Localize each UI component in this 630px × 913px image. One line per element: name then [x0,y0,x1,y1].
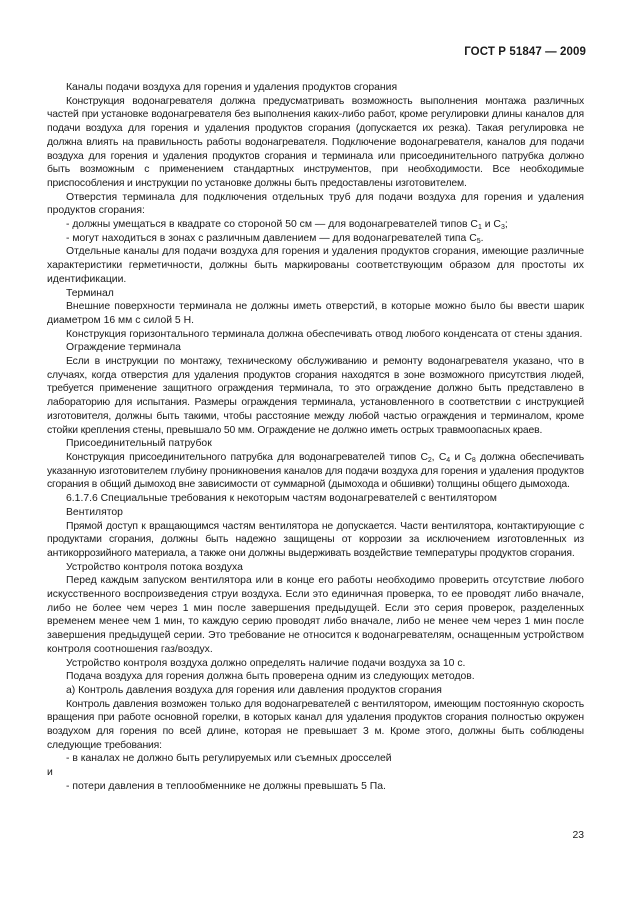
subscript: 1 [477,224,482,232]
conjunction-and: и [47,767,53,779]
subscript: 8 [471,456,476,464]
page-number: 23 [572,830,584,841]
paragraph-heading-terminal: Терминал [66,287,114,299]
paragraph-heading-connection-pipe: Присоединительный патрубок [66,438,212,450]
section-heading-6-1-7-6: 6.1.7.6 Специальные требования к некоторым частям водонагревателей с вентилятором [66,493,497,505]
paragraph-check-methods: Подача воздуха для горения должна быть проверена одним из следующих методов. [66,671,475,683]
list-item-text: . [480,232,484,244]
document-header: ГОСТ Р 51847 — 2009 [464,46,586,58]
paragraph-fan-access: Прямой доступ к вращающимся частям вентилятора не допускается. Части вентилятора, контактирующие с продуктами сгорания, должны быть надежно защищены от коррозии за исключением изготовленных из антикоррозийного материала, а также они должны выдерживать воздействие температуры продуктов сгорания. [47,520,584,559]
paragraph-connection-pipe [47,451,584,492]
list-item-text: - должны умещаться в квадрате со стороной 50 см — для водонагревателей типов С [66,219,478,231]
paragraph-text: должна обеспечивать указанную изготовителем глубину проникновения каналов для подачи воздуха для горения и удаления продуктов сгорания в общий дымоход вне зависимости от суммарной (дымохода и обшивки) толщины общего дымохода. [47,451,585,491]
list-item-square-50cm [47,218,584,232]
list-item-text: и С [481,219,501,231]
list-item-pressure-zones [47,232,584,246]
paragraph-heading-air-channels: Каналы подачи воздуха для горения и удаления продуктов сгорания [66,82,398,93]
paragraph-airflow-10s: Устройство контроля воздуха должно определять наличие подачи воздуха за 10 с. [66,657,466,669]
paragraph-terminal-openings: Отверстия терминала для подключения отдельных труб для подачи воздуха для горения и удаления продуктов сгорания: [47,191,584,217]
paragraph-heading-airflow-control: Устройство контроля потока воздуха [66,561,243,573]
subscript: 4 [446,456,450,464]
paragraph-horizontal-terminal: Конструкция горизонтального терминала должна обеспечивать отвод любого конденсата от стены здания. [66,328,583,340]
paragraph-construction: Конструкция водонагревателя должна предусматривать возможность выполнения монтажа различных частей при установке водонагревателя без выполнения каких-либо работ, кроме регулировки длины каналов для подачи воздуха для горения и удаления продуктов сгорания (допускается их резка). Такая регулировка не должна влиять на правильность работы водонагревателя. Подключение водонагревателя, каналов для подачи воздуха для горения и удаления продуктов сгорания и терминала или присоединительного патрубка должно быть возможным с применением стандартных инструментов, при необходимости. Все необходимые приспособления и инструкции по установке должны быть предоставлены изготовителем. [47,95,584,189]
subscript: 5 [476,237,481,245]
paragraph-text: и С [449,451,472,463]
paragraph-terminal-guard: Если в инструкции по монтажу, техническому обслуживанию и ремонту водонагревателя указано, что в случаях, когда отверстия для удаления продуктов сгорания находятся в зоне возможного присутствия людей, требуется применение защитного ограждения терминала, то это ограждение должно быть представлено в лабораторию для испытания. Размеры ограждения терминала, установленного в соответствии с инструкцией изготовителя, должны быть такими, чтобы расстояние между любой частью ограждения и терминалом, кроме стойки крепления стены, превышало 50 мм. Ограждение не должно иметь острых травмоопасных краев. [47,356,584,436]
document-body [47,81,584,794]
paragraph-airflow-check: Перед каждым запуском вентилятора или в конце его работы необходимо проверить отсутствие любого искусственного воспроизведения струи воздуха. Если это единичная проверка, то ее проводят либо вначале, либо не более чем через 1 мин после завершения предыдущей. Если это серия проверок, разделенных временем менее чем 1 мин, то каждую серию проводят либо вначале, либо не менее чем через 1 мин после завершения предыдущей серии. Это требование не относится к водонагревателям, оснащенным устройством контроля соотношения газ/воздух. [47,575,584,655]
subscript: 2 [427,456,432,464]
paragraph-terminal-surfaces: Внешние поверхности терминала не должны иметь отверстий, в которые можно было бы ввести шарик диаметром 16 мм с силой 5 Н. [47,301,584,326]
subscript: 3 [500,224,505,232]
paragraph-separate-channels: Отдельные каналы для подачи воздуха для горения и удаления продуктов сгорания, имеющие различные характеристики герметичности, должны быть маркированы соответствующим образом для простоты их идентификации. [47,246,584,285]
list-item-pressure-loss: - потери давления в теплообменнике не должны превышать 5 Па. [66,780,386,792]
list-item-no-chokes: - в каналах не должно быть регулируемых или съемных дросселей [66,753,392,765]
paragraph-method-a: а) Контроль давления воздуха для горения или давления продуктов сгорания [66,684,442,696]
list-item-text: ; [504,219,508,231]
paragraph-heading-terminal-guard: Ограждение терминала [66,342,181,354]
paragraph-heading-fan: Вентилятор [66,506,123,518]
list-item-text: - могут находиться в зонах с различным давлением — для водонагревателей типа С [66,232,477,244]
paragraph-text: , С [431,451,447,463]
paragraph-text: Конструкция присоединительного патрубка для водонагревателей типов С [66,451,428,463]
paragraph-pressure-control: Контроль давления возможен только для водонагревателей с вентилятором, имеющим постоянную скорость вращения при работе основной горелки, в которых канал для удаления продуктов сгорания полностью окружен воздухом для горения по всей длине, которая не превышает 3 м. Кроме этого, должны быть соблюдены следующие требования: [47,698,584,751]
